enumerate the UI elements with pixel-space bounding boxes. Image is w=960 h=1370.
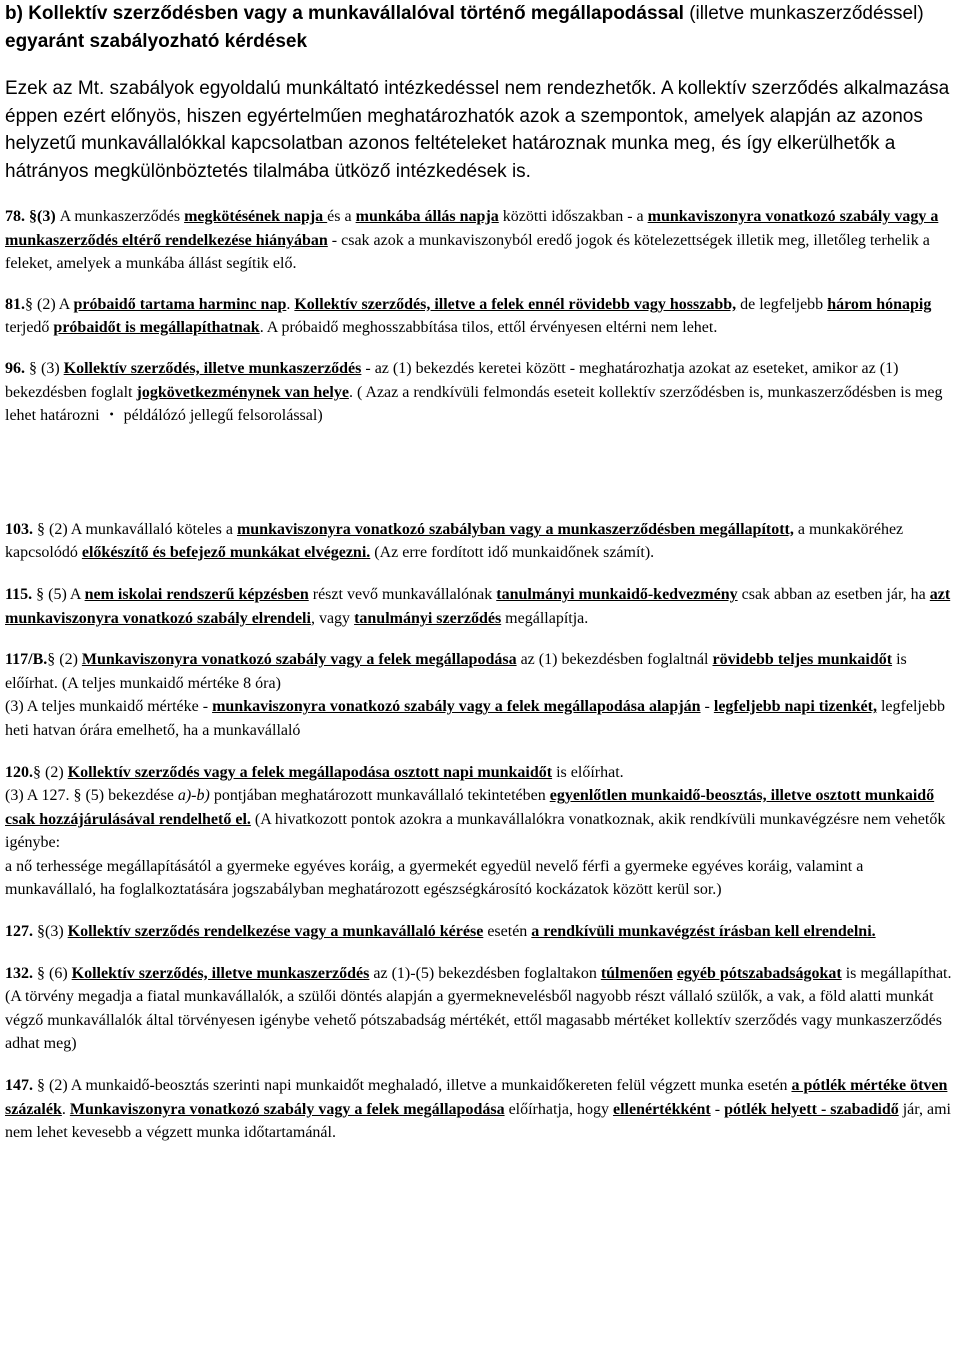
- text: előírhatja, hogy: [504, 1100, 613, 1118]
- paragraph-number: 120.: [5, 763, 33, 781]
- paragraph-number: 78.: [5, 208, 29, 225]
- paragraph-117b: [5, 648, 955, 742]
- emphasis: Kollektív szerződés vagy a felek megállapodása osztott napi munkaidőt: [67, 763, 553, 781]
- paragraph-81: [5, 293, 955, 340]
- paragraph-number: 81.: [5, 295, 25, 313]
- paragraph-127: [5, 920, 955, 944]
- emphasis: egyenlőtlen munkaidő-beosztás, illetve osztott munkaidő csak hozzájárulásával rendelhető el.: [5, 787, 935, 828]
- paragraph-number: 115.: [5, 585, 33, 603]
- emphasis: próbaidő tartama harminc nap: [73, 295, 287, 313]
- paragraph-ref: §(3): [29, 208, 60, 225]
- text: .: [61, 1100, 70, 1118]
- text: esetén: [483, 923, 532, 941]
- text: részt vevő munkavállalónak: [308, 585, 497, 603]
- text: a munkaköréhez kapcsolódó: [5, 520, 904, 562]
- text: .: [286, 295, 295, 313]
- emphasis: munkaviszonyra vonatkozó szabályban vagy a munkaszerződésben megállapított,: [236, 520, 794, 538]
- text: . ( Azaz a rendkívüli felmondás eseteit kollektív szerződésben is, munkaszerződésben is meg lehet határozni ・ példálózó jellegű felsorolással): [5, 383, 943, 425]
- paragraph-132: [5, 962, 955, 1056]
- text: is előírhat. (A teljes munkaidő mértéke 8 óra): [5, 651, 907, 692]
- text: is előírhat.: [552, 763, 624, 781]
- emphasis: jogkövetkezménynek van helye: [136, 383, 349, 401]
- emphasis: Kollektív szerződés, illetve munkaszerződés: [63, 359, 362, 377]
- emphasis: három hónapig: [827, 295, 932, 313]
- emphasis: Kollektív szerződés rendelkezése vagy a munkavállaló kérése: [67, 923, 484, 941]
- text: a nő terhessége megállapításától a gyermeke egyéves koráig, a gyermekét egyedül nevelő férfi a gyermeke egyéves koráig, valamint a munkavállaló, ha foglalkoztatására jogszabályban meghatározott egészségkárosító kockázatok között kerül sor.): [5, 857, 864, 899]
- paragraph-number: 117/B.: [5, 651, 48, 669]
- emphasis: előkészítő és befejező munkákat elvégezni.: [81, 544, 371, 562]
- emphasis: a rendkívüli munkavégzést írásban kell elrendelni.: [531, 923, 876, 941]
- text: és a: [327, 208, 356, 225]
- text: megállapítja.: [501, 609, 589, 627]
- paragraph-115: [5, 583, 955, 630]
- text: legfeljebb heti hatvan órára emelhető, ha a munkavállaló: [5, 698, 945, 739]
- emphasis: ellenértékként: [612, 1100, 711, 1118]
- paragraph-number: 103.: [5, 520, 33, 538]
- emphasis: Munkaviszonyra vonatkozó szabály vagy a felek megállapodása: [69, 1100, 505, 1118]
- italic-ref: a)-b): [177, 787, 210, 805]
- text: az (1) bekezdésben foglaltnál: [516, 651, 713, 669]
- text: § (2) A: [25, 295, 74, 313]
- text: A munkaszerződés: [59, 208, 185, 225]
- text: §(3): [33, 923, 68, 941]
- emphasis: túlmenően: [600, 964, 673, 982]
- text: § (2) A munkavállaló köteles a: [33, 520, 237, 538]
- emphasis: azt munkaviszonyra vonatkozó szabály elrendeli: [5, 585, 951, 627]
- emphasis: tanulmányi szerződés: [354, 609, 502, 627]
- text: közötti időszakban - a: [498, 208, 648, 225]
- text: . A próbaidő meghosszabbítása tilos, ettől érvényesen eltérni nem lehet.: [259, 319, 718, 337]
- text: csak abban az esetben jár, ha: [737, 585, 930, 603]
- text: de legfeljebb: [736, 295, 828, 313]
- paragraph-103: [5, 518, 955, 565]
- text: § (2): [47, 651, 82, 669]
- paragraph-number: 127.: [5, 923, 33, 941]
- emphasis: munkaviszonyra vonatkozó szabály vagy a munkaszerződés eltérő rendelkezése hiányában: [5, 208, 939, 249]
- text: (A hivatkozott pontok azokra a munkavállalókra vonatkoznak, akik rendkívüli munkavégzésre nem vehetők igénybe:: [5, 810, 946, 852]
- section-heading: [5, 0, 955, 55]
- document-page: [5, 0, 955, 1145]
- emphasis: rövidebb teljes munkaidőt: [712, 651, 893, 669]
- text: - az (1) bekezdés keretei között - meghatározhatja azokat az eseteket, amikor az (1) bekezdésben foglalt: [5, 359, 899, 401]
- emphasis: Kollektív szerződés, illetve a felek ennél rövidebb vagy hosszabb,: [294, 295, 737, 313]
- paragraph-number: 147.: [5, 1077, 33, 1095]
- emphasis: Kollektív szerződés, illetve munkaszerződés: [71, 964, 370, 982]
- text: , vagy: [310, 609, 355, 627]
- paragraph-78: [5, 205, 955, 276]
- text: (Az erre fordított idő munkaidőnek számít).: [370, 544, 655, 562]
- text: § (3): [25, 359, 64, 377]
- paragraph-147: [5, 1074, 955, 1145]
- emphasis: a pótlék mértéke ötven százalék: [5, 1077, 948, 1118]
- emphasis: Munkaviszonyra vonatkozó szabály vagy a felek megállapodása: [81, 651, 517, 669]
- text: pontjában meghatározott munkavállaló tekintetében: [209, 787, 550, 805]
- heading-bold-part-2: egyaránt szabályozható kérdések: [5, 30, 308, 52]
- heading-bold-part: b) Kollektív szerződésben vagy a munkavállalóval történő megállapodással: [5, 3, 684, 24]
- emphasis: egyéb pótszabadságokat: [676, 964, 842, 982]
- emphasis: munkaviszonyra vonatkozó szabály vagy a felek megállapodása alapján: [212, 698, 701, 716]
- text: -: [700, 698, 714, 716]
- text: az (1)-(5) bekezdésben foglaltakon: [369, 964, 601, 982]
- text: terjedő: [5, 319, 54, 337]
- emphasis: tanulmányi munkaidő-kedvezmény: [496, 585, 738, 603]
- text: § (6): [33, 964, 72, 982]
- text: -: [710, 1100, 725, 1118]
- text: (3) A 127. § (5) bekezdése: [5, 787, 178, 805]
- emphasis: próbaidőt is megállapíthatnak: [53, 319, 260, 337]
- emphasis: munkába állás napja: [355, 208, 499, 225]
- paragraph-number: 132.: [5, 964, 33, 982]
- paragraph-120: [5, 761, 955, 903]
- heading-normal-part: (illetve munkaszerződéssel): [683, 3, 924, 24]
- text: § (2): [33, 763, 68, 781]
- text: - csak azok a munkaviszonyból eredő jogok és kötelezettségek illetik meg, illetőleg terhelik a feleket, amelyek a munkába állást segítik elő.: [5, 231, 930, 273]
- paragraph-number: 96.: [5, 359, 25, 377]
- emphasis: nem iskolai rendszerű képzésben: [84, 585, 309, 603]
- paragraph-96: [5, 357, 955, 428]
- text: § (2) A munkaidő-beosztás szerinti napi munkaidőt meghaladó, illetve a munkaidőkereten felül végzett munka esetén: [33, 1077, 792, 1095]
- text: (3) A teljes munkaidő mértéke -: [5, 698, 213, 716]
- text: § (5) A: [32, 585, 85, 603]
- intro-paragraph: Ezek az Mt. szabályok egyoldalú munkáltató intézkedéssel nem rendezhetők. A kollektív szerződés alkalmazása éppen ezért előnyös, hiszen egyértelműen meghatározhatók azok a szempontok, amelyek alapján az azonos helyzetű munkavállalókkal kapcsolatban azonos feltételeket határoznak munka meg, és így elkerülhetők a hátrányos megkülönböztetés tilalmába ütköző intézkedések is.: [5, 78, 950, 182]
- text: jár, ami nem lehet kevesebb a végzett munka időtartamánál.: [5, 1100, 951, 1142]
- emphasis: legfeljebb napi tizenkét,: [713, 698, 877, 716]
- emphasis: megkötésének napja: [184, 208, 328, 225]
- text: is megállapíthat. (A törvény megadja a fiatal munkavállalók, a szülői döntés alapján a gyermeknevelésből nagyobb részt vállaló szülők, a vak, a föld alatti munkát végző munkavállalók által törvényesen igénybe vehető pótszabadság mértékét, ettől magasabb mértéket kollektív szerződés vagy munkaszerződés adhat meg): [5, 964, 952, 1053]
- emphasis: pótlék helyett - szabadidő: [724, 1100, 899, 1118]
